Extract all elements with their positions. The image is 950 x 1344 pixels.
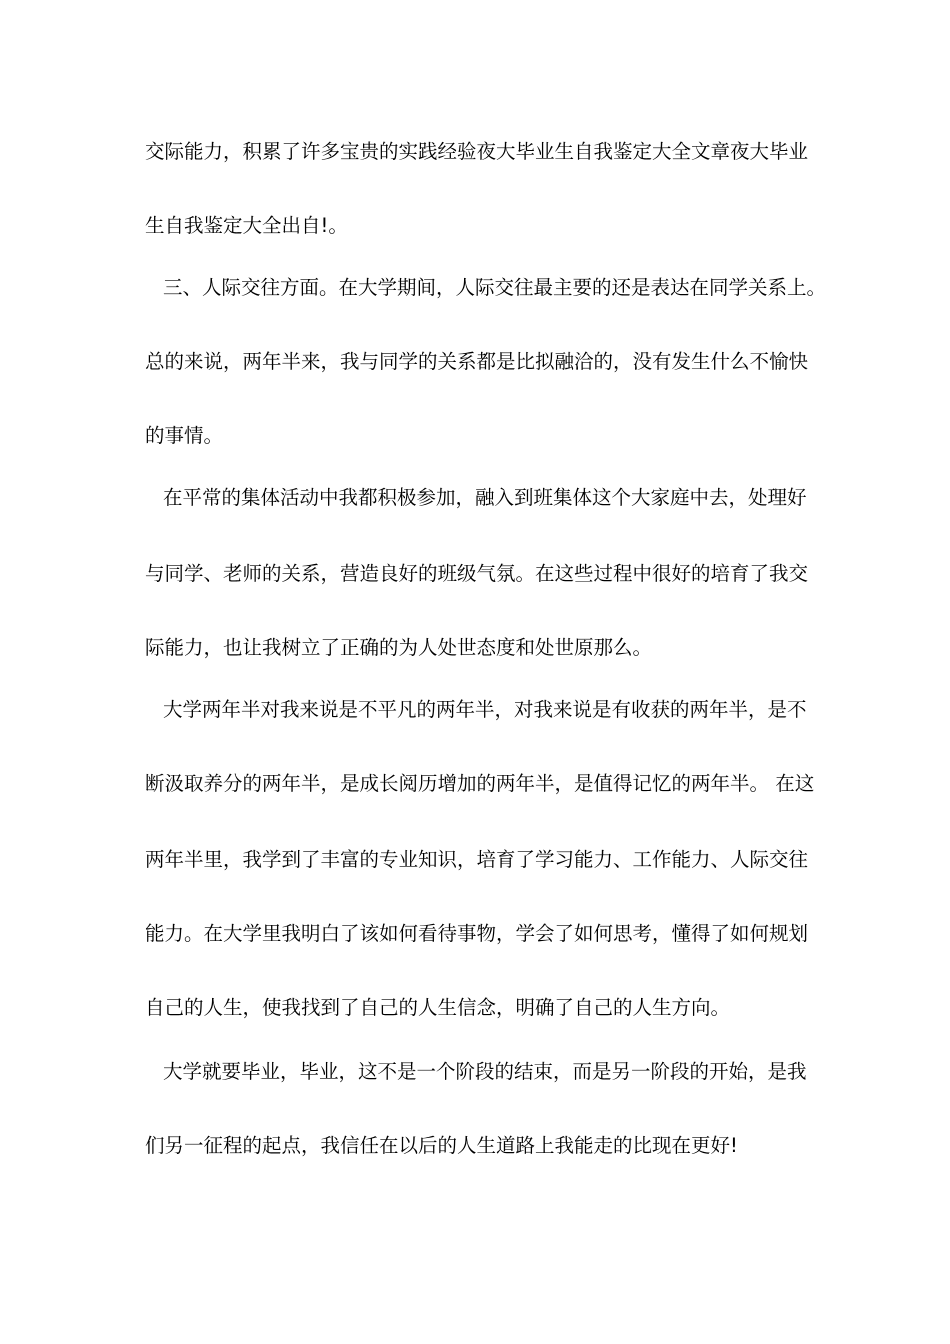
paragraph-start-line: 大学就要毕业，毕业，这不是一个阶段的结束，而是另一阶段的开始，是我 bbox=[163, 1060, 807, 1083]
text-line: 总的来说，两年半来，我与同学的关系都是比拟融洽的，没有发生什么不愉快 bbox=[145, 350, 809, 373]
paragraph-start-line: 在平常的集体活动中我都积极参加，融入到班集体这个大家庭中去，处理好 bbox=[163, 486, 807, 509]
paragraph-start-line: 三、人际交往方面。在大学期间，人际交往最主要的还是表达在同学关系上。 bbox=[163, 276, 827, 299]
paragraph-start-line: 大学两年半对我来说是不平凡的两年半，对我来说是有收获的两年半，是不 bbox=[163, 698, 807, 721]
text-line: 际能力，也让我树立了正确的为人处世态度和处世原那么。 bbox=[145, 636, 653, 659]
text-line: 们另一征程的起点，我信任在以后的人生道路上我能走的比现在更好! bbox=[145, 1134, 738, 1157]
text-line: 自己的人生，使我找到了自己的人生信念，明确了自己的人生方向。 bbox=[145, 996, 731, 1019]
text-line: 生自我鉴定大全出自!。 bbox=[145, 214, 348, 237]
text-line: 与同学、老师的关系，营造良好的班级气氛。在这些过程中很好的培育了我交 bbox=[145, 562, 809, 585]
text-line: 的事情。 bbox=[145, 424, 224, 447]
text-line: 交际能力，积累了许多宝贵的实践经验夜大毕业生自我鉴定大全文章夜大毕业 bbox=[145, 140, 809, 163]
text-line: 两年半里，我学到了丰富的专业知识，培育了学习能力、工作能力、人际交往 bbox=[145, 848, 809, 871]
text-line: 断汲取养分的两年半，是成长阅历增加的两年半，是值得记忆的两年半。 在这 bbox=[145, 772, 815, 795]
text-line: 能力。在大学里我明白了该如何看待事物，学会了如何思考，懂得了如何规划 bbox=[145, 922, 809, 945]
